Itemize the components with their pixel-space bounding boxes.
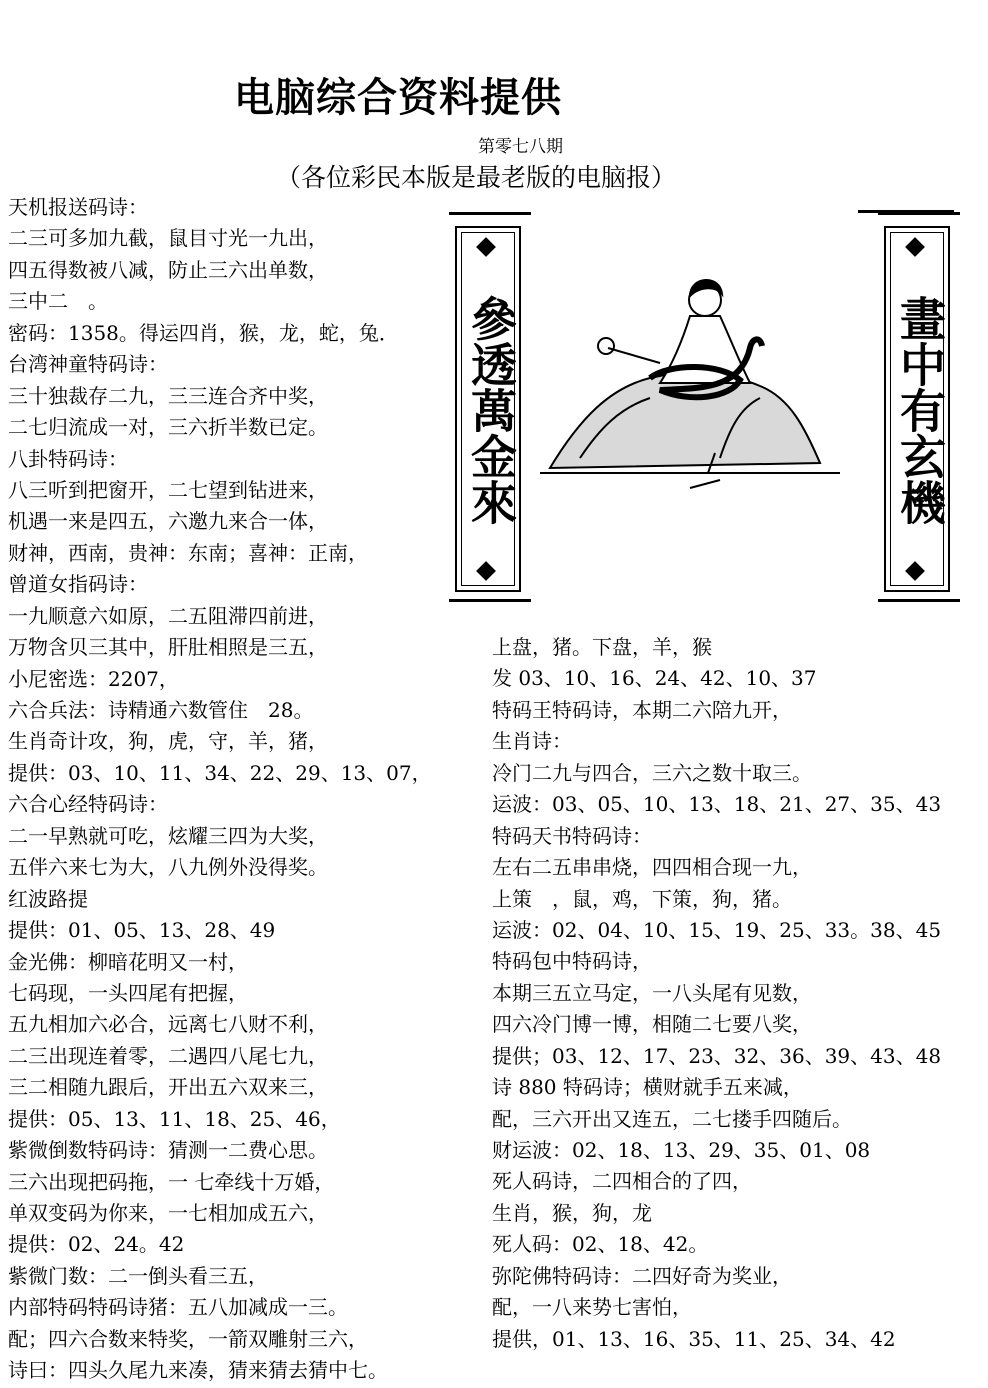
text-line: 四五得数被八减，防止三六出单数， — [8, 257, 328, 282]
text-line: 提供：03、10、11、34、22、29、13、07， — [8, 760, 432, 785]
text-line: 三二相随九跟后，开出五六双来三， — [8, 1075, 328, 1100]
text-line: 诗曰：四头久尾九来凑，猜来猜去猜中七。 — [8, 1358, 388, 1383]
text-line: 左右二五串串烧，四四相合现一九， — [492, 855, 812, 880]
scroll-right — [884, 212, 954, 602]
text-line: 单双变码为你来，一七相加成五六， — [8, 1201, 328, 1225]
text-line: 二三可多加九截，鼠目寸光一九出， — [8, 226, 328, 251]
text-line: 机遇一来是四五，六邀九来合一体， — [8, 509, 328, 534]
text-line: 生肖奇计攻，狗，虎，守，羊，猪， — [8, 729, 328, 754]
text-line: 二一早熟就可吃，炫耀三四为大奖， — [8, 823, 328, 848]
text-line: 紫微门数：二一倒头看三五， — [8, 1263, 268, 1288]
right-column — [492, 632, 941, 1355]
scroll-rod — [878, 599, 960, 602]
text-line: 三十独裁存二九，三三连合齐中奖， — [8, 383, 328, 408]
text-line: 死人码：02、18、42。 — [492, 1232, 709, 1257]
text-line: 七码现，一头四尾有把握， — [8, 980, 248, 1005]
text-line: 一九顺意六如原，二五阻滞四前进， — [8, 603, 328, 628]
left-column — [8, 192, 432, 1387]
text-line: 台湾神童特码诗： — [8, 352, 168, 377]
text-line: 生肖诗： — [492, 729, 572, 754]
text-line: 紫微倒数特码诗：猜测一二费心思。 — [8, 1138, 328, 1163]
text-line: 红波路提 — [8, 886, 88, 911]
illustration-woman-on-rock — [540, 268, 870, 508]
text-line: 五伴六来七为大，八九例外没得奖。 — [8, 855, 328, 880]
text-line: 本期三五立马定，一八头尾有见数， — [492, 980, 812, 1005]
text-line: 六合兵法：诗精通六数管住 28。 — [8, 698, 314, 722]
text-line: 配；四六合数来特奖，一箭双雕射三六， — [8, 1326, 368, 1351]
text-line: 弥陀佛特码诗：二四好奇为奖业， — [492, 1263, 792, 1288]
flower — [598, 338, 614, 354]
page-title: 电脑综合资料提供 — [234, 75, 562, 121]
text-line: 提供：02、24。42 — [8, 1232, 185, 1257]
text-line: 提供；03、12、17、23、32、36、39、43、48 — [492, 1043, 942, 1068]
text-line: 内部特码特码诗猪：五八加减成一三。 — [8, 1295, 348, 1320]
text-line: 金光佛：柳暗花明又一村， — [8, 949, 248, 974]
text-line: 财神，西南，贵神：东南；喜神：正南， — [8, 540, 368, 565]
text-line: 密码：1358。得运四肖，猴，龙，蛇，兔． — [8, 320, 399, 345]
text-line: 提供：05、13、11、18、25、46， — [8, 1106, 341, 1131]
text-line: 运波：03、05、10、13、18、21、27、35、43 — [492, 792, 942, 817]
issue-number: 第零七八期 — [478, 137, 563, 157]
scroll-rod — [878, 212, 960, 215]
scroll-rod — [449, 212, 531, 215]
text-line: 小尼密选：2207， — [8, 666, 179, 691]
scroll-left-text: 參透萬金來 — [464, 295, 518, 525]
scroll-right-text: 畫中有玄機 — [893, 295, 947, 525]
text-line: 五九相加六必合，远离七八财不利， — [8, 1012, 328, 1037]
text-line: 三中二 。 — [8, 289, 108, 314]
scroll-left — [455, 212, 525, 602]
text-line: 冷门二九与四合，三六之数十取三。 — [492, 760, 812, 785]
text-line: 八三听到把窗开，二七望到钻进来， — [8, 477, 328, 502]
text-line: 特码包中特码诗， — [492, 949, 652, 974]
text-line: 八卦特码诗： — [8, 446, 128, 471]
text-line: 提供：01、05、13、28、49 — [8, 918, 276, 943]
scroll-rod — [449, 599, 531, 602]
flower-stem — [608, 348, 660, 363]
text-line: 特码王特码诗，本期二六陪九开， — [492, 697, 792, 722]
text-line: 二三出现连着零，二遇四八尾七九， — [8, 1043, 328, 1068]
text-line: 天机报送码诗： — [8, 195, 148, 219]
text-line: 发 03、10、16、24、42、10、37 — [492, 666, 817, 691]
text-line: 诗 880 特码诗；横财就手五来减， — [492, 1075, 803, 1100]
text-line: 上策 ，鼠，鸡，下策，狗，猪。 — [492, 886, 792, 911]
text-line: 提供，01、13、16、35、11、25、34、42 — [492, 1326, 896, 1351]
text-line: 曾道女指码诗： — [8, 572, 148, 597]
text-line: 六合心经特码诗： — [8, 792, 168, 817]
text-line: 特码天书特码诗： — [492, 823, 652, 848]
subtitle: （各位彩民本版是最老版的电脑报） — [276, 163, 677, 192]
text-line: 死人码诗，二四相合的了四， — [492, 1169, 752, 1194]
text-line: 配，三六开出又连五，二七搂手四随后。 — [492, 1106, 852, 1131]
text-line: 配，一八来势七害怕， — [492, 1295, 692, 1320]
text-line: 运波：02、04、10、15、19、25、33。38、45 — [492, 917, 942, 942]
text-line: 三六出现把码拖，一 七牵线十万婚， — [8, 1169, 335, 1194]
text-line: 上盘，猪。下盘，羊，猴 — [492, 635, 712, 659]
text-line: 四六冷门博一博，相随二七要八奖， — [492, 1012, 812, 1037]
text-line: 万物含贝三其中，肝肚相照是三五， — [8, 635, 328, 660]
text-line: 二七归流成一对，三六折半数已定。 — [8, 415, 328, 440]
text-line: 生肖，猴，狗，龙 — [492, 1200, 652, 1225]
text-line: 财运波：02、18、13、29、35、01、08 — [492, 1138, 871, 1162]
